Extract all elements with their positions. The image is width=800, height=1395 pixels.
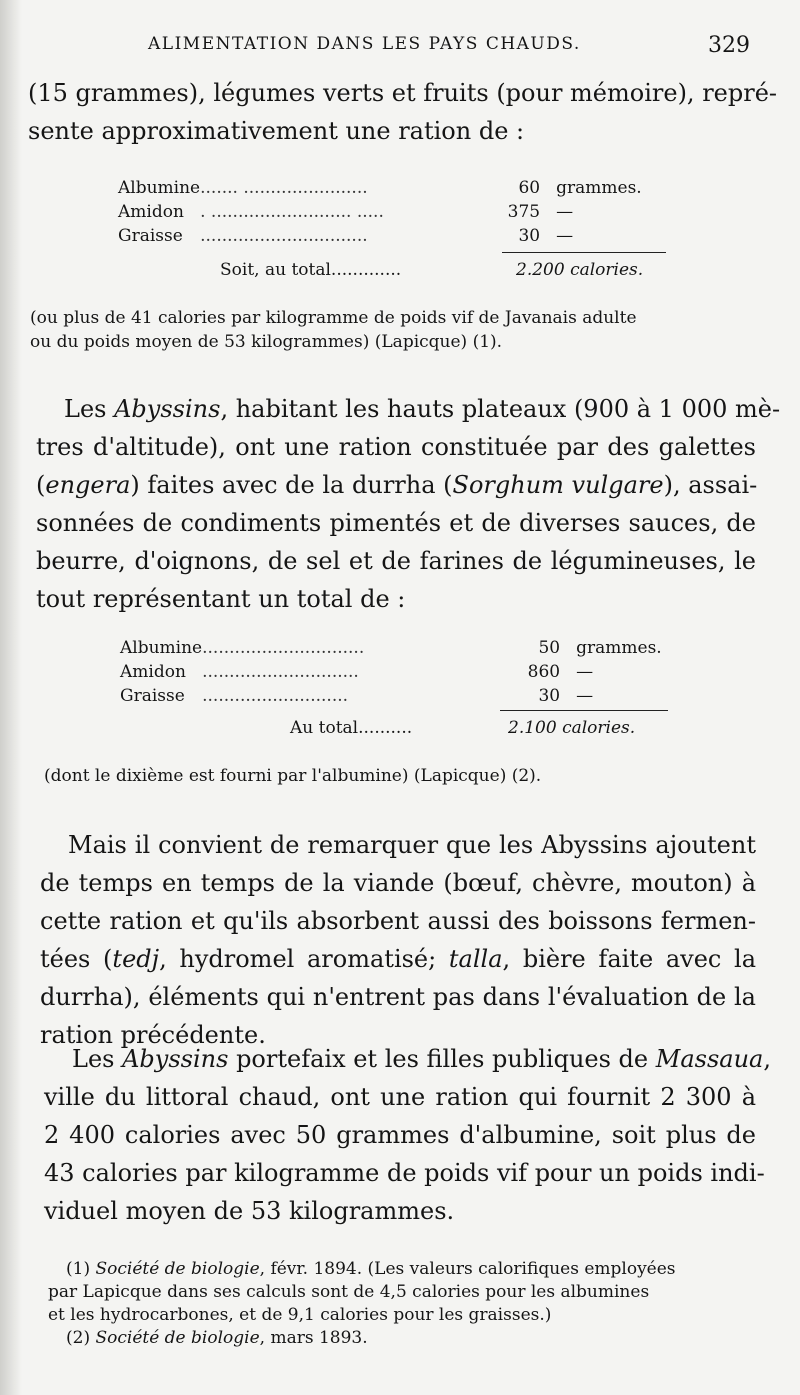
- ration-table-1: [118, 176, 666, 248]
- paragraph-massaua: Les Abyssins portefaix et les filles publiques de Massaua, ville du littoral chaud, ont une ration qui fournit 2 300 à 2 400 calories avec 50 grammes d'albumine, soit plus de 43 calories par kilogramme de poids vif pour un poids indi- viduel moyen de 53 kilogrammes.: [44, 1045, 771, 1225]
- footnote-2: (2) Société de biologie, mars 1893.: [66, 1328, 368, 1348]
- paragraph-remarque: Mais il convient de remarquer que les Abyssins ajoutent de temps en temps de la viande (bœuf, chèvre, mouton) à cette ration et qu'ils absorbent aussi des boissons fermen- tées (tedj, hydromel aromatisé; talla, bière faite avec la durrha), éléments qui n'entrent pas dans l'évaluation de la ration précédente.: [40, 831, 756, 1049]
- note-2: (dont le dixième est fourni par l'albumine) (Lapicque) (2).: [44, 766, 542, 786]
- ration-table-2: [120, 636, 680, 708]
- table-row: Graisse ............................... 30 —: [118, 226, 574, 246]
- footnote-1: (1) Société de biologie, févr. 1894. (Les valeurs calorifiques employées: [66, 1259, 676, 1279]
- note-1: (ou plus de 41 calories par kilogramme de poids vif de Javanais adulte ou du poids moyen de 53 kilogrammes) (Lapicque) (1).: [30, 308, 637, 352]
- table-row: Albumine .............................. 50 grammes.: [120, 638, 662, 658]
- ration-1-total: Soit, au total.............: [220, 260, 402, 280]
- table-row: Amidon ............................. 860 —: [120, 662, 594, 682]
- table-row: Graisse ........................... 30 —: [120, 686, 594, 706]
- table-row: Amidon . .......................... ..... 375 —: [118, 202, 574, 222]
- table-row: Albumine ....... ....................... 60 grammes.: [118, 178, 642, 198]
- intro-paragraph: (15 grammes), légumes verts et fruits (pour mémoire), repré- sente approximativement une ration de :: [28, 79, 778, 145]
- page-number: 329: [708, 33, 750, 58]
- ration-2-total-value: 2.100 calories.: [508, 718, 636, 738]
- running-header: ALIMENTATION DANS LES PAYS CHAUDS.: [148, 34, 581, 54]
- paragraph-abyssins: Les Abyssins, habitant les hauts plateaux (900 à 1 000 mè- tres d'altitude), ont une ration constituée par des galettes (engera) faites avec de la durrha (Sorghum vulgare), assai- sonnées de condiments pimentés et de diverses sauces, de beurre, d'oignons, de sel et de farines de légumineuses, le tout représentant un total de :: [36, 395, 781, 613]
- sum-rule: [500, 710, 668, 711]
- ration-1-total-value: 2.200 calories.: [516, 260, 644, 280]
- page-gutter-shadow: [0, 0, 22, 1395]
- sum-rule: [502, 252, 666, 253]
- footnotes: (1) Société de biologie, févr. 1894. (Les valeurs calorifiques employées par Lapicque dans ses calculs sont de 4,5 calories pour les albumines et les hydrocarbones, et de 9,1 calories pour les graisses.) (2) Société de biologie, mars 1893.: [48, 1258, 764, 1350]
- ration-2-total: Au total..........: [290, 718, 413, 738]
